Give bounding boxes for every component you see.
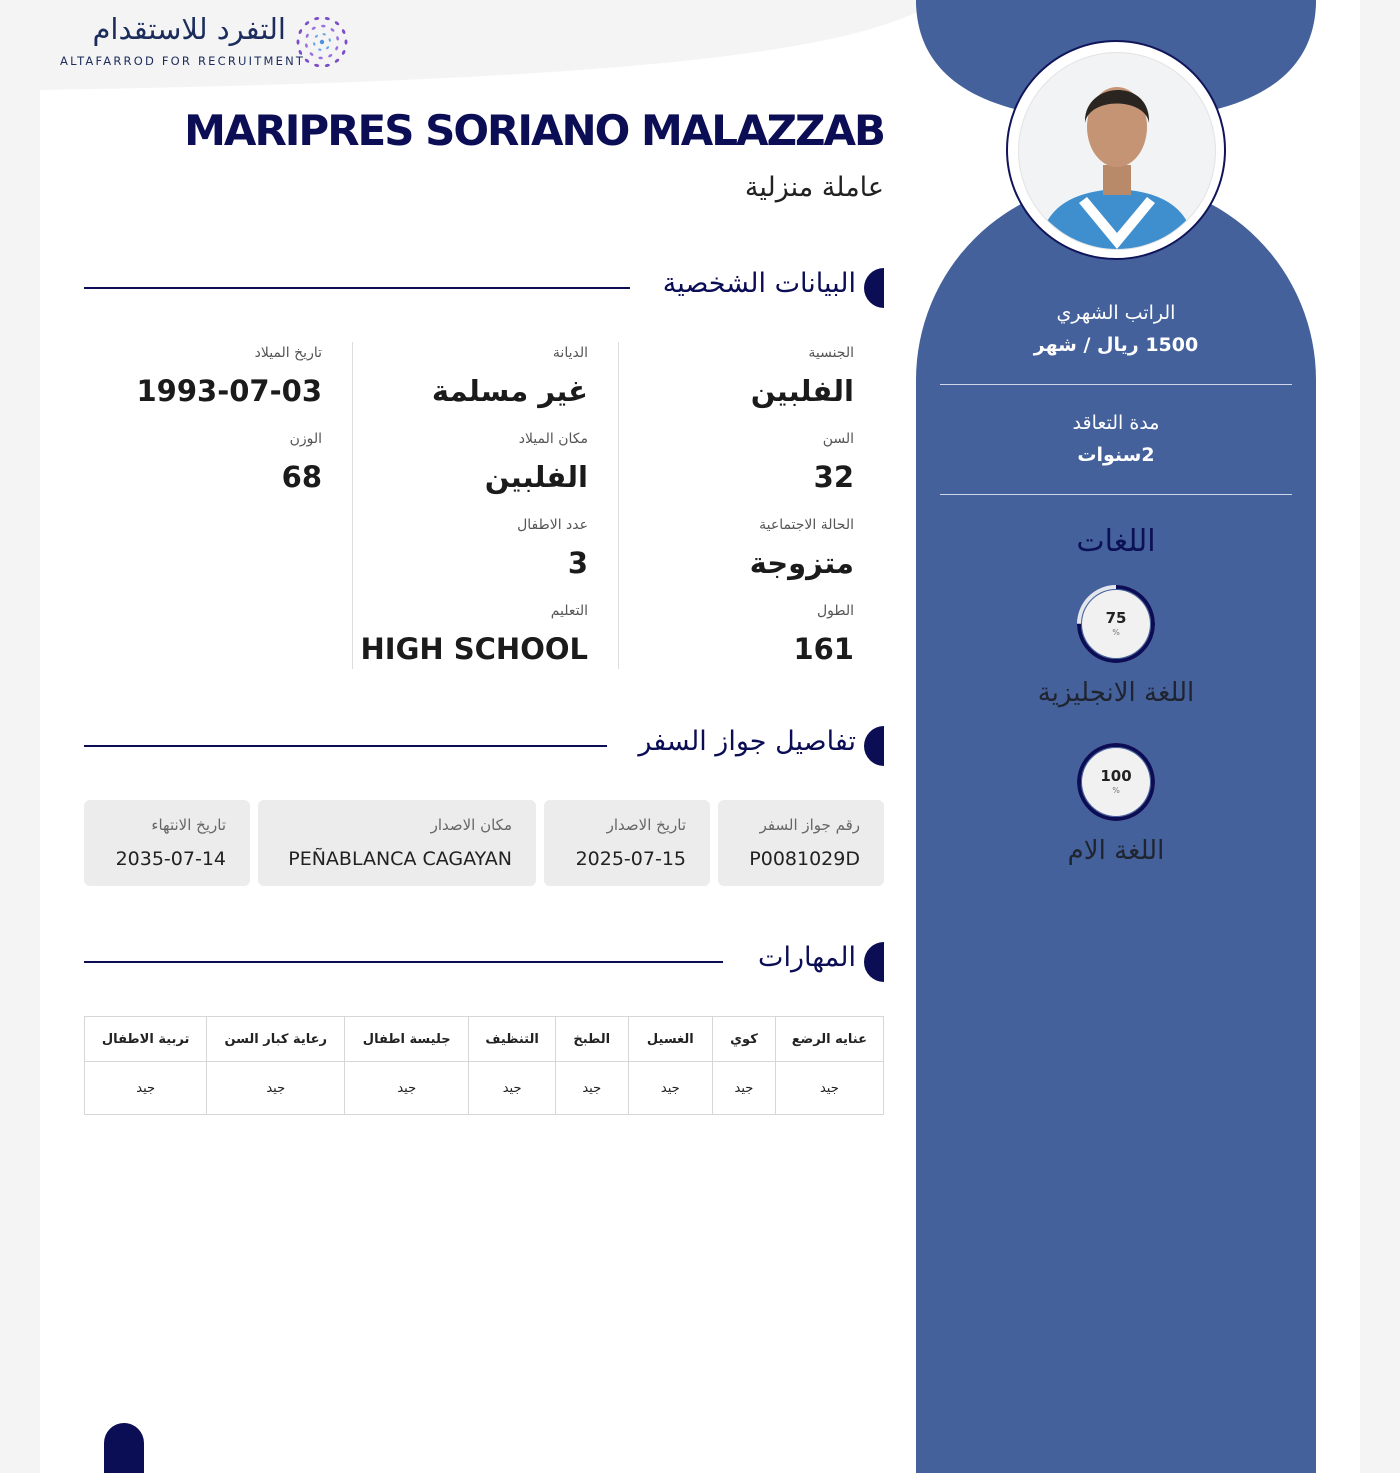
contract-label: مدة التعاقد [1072,412,1160,434]
field-value: 3 [567,546,588,580]
field-label: السن [822,431,854,447]
languages-title: اللغات [1076,524,1156,559]
field-label: الحالة الاجتماعية [759,517,854,533]
field-value: الفلبين [484,460,588,494]
field-value: الفلبين [750,374,854,408]
skill-level: جيد [775,1062,883,1115]
skill-level: جيد [628,1062,713,1115]
field-education [348,600,588,666]
expiry-date-card [84,800,250,886]
field-value: HIGH SCHOOL [360,632,588,666]
skills-section-header [84,942,884,984]
salary-label: الراتب الشهري [1056,302,1176,324]
skill-level: جيد [345,1062,469,1115]
card-value: 2035-07-14 [115,848,226,870]
field-label: الوزن [289,431,322,447]
sidebar-divider [940,384,1292,385]
issue-place-card [258,800,536,886]
worker-name: MARIPRES SORIANO MALAZZAB [184,106,884,155]
field-value: غير مسلمة [431,374,588,408]
field-weight [82,428,322,494]
skill-level: جيد [469,1062,556,1115]
language-name: اللغة الانجليزية [1037,678,1195,708]
field-value: 1993-07-03 [136,374,322,408]
passport-section-header [84,726,884,768]
skill-level: جيد [555,1062,628,1115]
field-label: التعليم [550,603,588,619]
section-cap [864,268,884,308]
section-divider [84,745,607,747]
skill-header: كوي [713,1017,776,1062]
logo-arabic-text: التفرد للاستقدام [92,12,286,46]
sidebar [916,0,1316,1473]
logo-english-text: ALTAFARROD FOR RECRUITMENT [60,54,306,68]
contract-value: 2سنوات [1077,444,1155,466]
gauge-value: 75 [1105,609,1127,627]
card-label: رقم جواز السفر [759,816,860,834]
photo-frame [1018,52,1216,250]
field-height [614,600,854,666]
section-cap [864,726,884,766]
table-header-row [85,1017,884,1062]
card-label: مكان الاصدار [430,816,512,834]
field-birth-place [348,428,588,494]
field-label: الجنسية [808,345,854,361]
sidebar-divider [940,494,1292,495]
company-logo [60,12,350,74]
skill-header: الطبخ [555,1017,628,1062]
skills-table [84,1016,884,1115]
section-divider [84,287,630,289]
field-value: متزوجة [749,546,854,580]
logo-dots-icon [294,14,350,70]
skill-level: جيد [207,1062,345,1115]
skill-header: جليسة اطفال [345,1017,469,1062]
field-label: الطول [816,603,854,619]
english-gauge [1076,584,1156,664]
skill-level: جيد [713,1062,776,1115]
issue-date-card [544,800,710,886]
card-value: 2025-07-15 [575,848,686,870]
field-label: مكان الميلاد [518,431,588,447]
card-value: P0081029D [749,848,860,870]
skill-header: الغسيل [628,1017,713,1062]
field-nationality [614,342,854,408]
field-value: 68 [281,460,322,494]
salary-value: 1500 ريال / شهر [1033,334,1199,356]
gauge-unit: % [1112,786,1120,795]
field-value: 161 [793,632,854,666]
worker-photo [1006,40,1226,260]
skill-header: رعاية كبار السن [207,1017,345,1062]
language-name: اللغة الام [1067,836,1165,866]
passport-section-title: تفاصيل جواز السفر [638,726,856,757]
table-row [85,1062,884,1115]
skill-header: تربية الاطفال [85,1017,207,1062]
card-value: PEÑABLANCA CAGAYAN [288,848,512,870]
gauge-unit: % [1112,628,1120,637]
field-religion [348,342,588,408]
skill-level: جيد [85,1062,207,1115]
cv-page [40,0,1360,1473]
personal-section-header [84,268,884,310]
gauge-value: 100 [1100,767,1132,785]
field-value: 32 [813,460,854,494]
worker-role: عاملة منزلية [744,172,884,203]
field-birth-date [82,342,322,408]
native-gauge [1076,742,1156,822]
footer-decoration [104,1423,144,1473]
passport-number-card [718,800,884,886]
skills-section-title: المهارات [758,942,856,973]
portrait-icon [1019,53,1215,249]
section-divider [84,961,723,963]
card-label: تاريخ الاصدار [606,816,686,834]
field-label: عدد الاطفال [517,517,588,533]
field-children [348,514,588,580]
field-marital-status [614,514,854,580]
field-age [614,428,854,494]
skill-header: التنظيف [469,1017,556,1062]
skill-header: عنايه الرضع [775,1017,883,1062]
section-cap [864,942,884,982]
card-label: تاريخ الانتهاء [151,816,226,834]
personal-section-title: البيانات الشخصية [662,268,856,299]
field-label: تاريخ الميلاد [254,345,322,361]
field-label: الديانة [552,345,588,361]
